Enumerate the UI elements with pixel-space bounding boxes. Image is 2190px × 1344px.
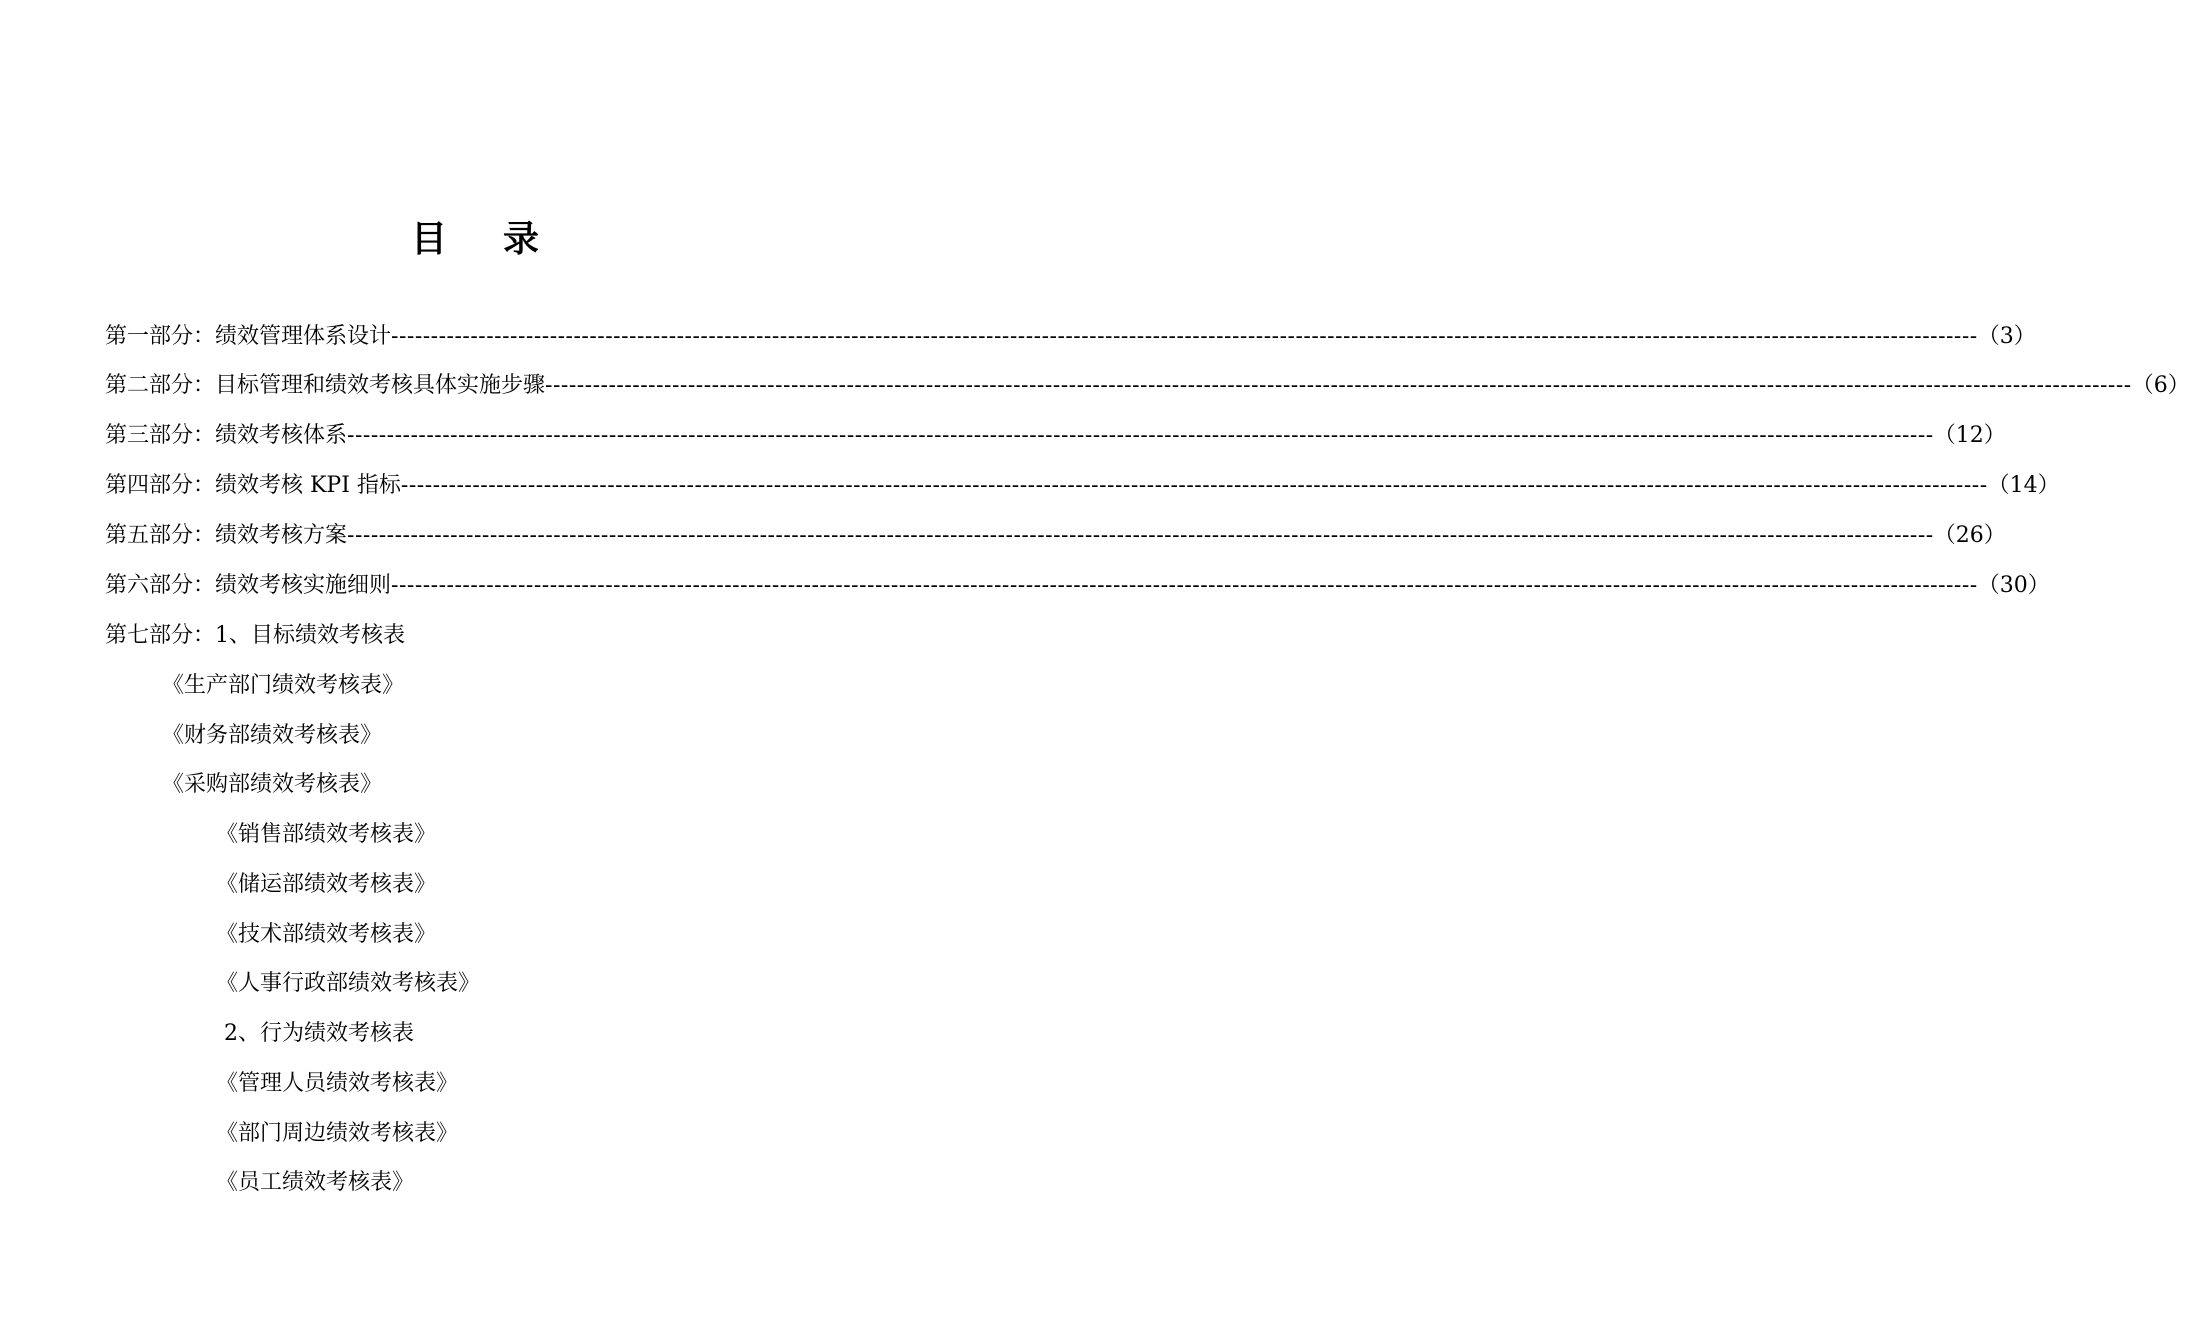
list-item: 《管理人员绩效考核表》: [216, 1071, 459, 1096]
toc-leader: --------------------------------------------------------------------------------------------------------------------------------------------------------------------------------------------------------: [391, 324, 1978, 349]
toc-leader: --------------------------------------------------------------------------------------------------------------------------------------------------------------------------------------------------------: [347, 423, 1934, 448]
list-item: 《技术部绩效考核表》: [216, 922, 437, 947]
list-item: 《销售部绩效考核表》: [216, 822, 437, 847]
list-item: 《储运部绩效考核表》: [216, 872, 437, 897]
toc-page-number: （14）: [1987, 473, 2060, 498]
toc-entry[interactable]: [105, 419, 2006, 453]
toc-leader: --------------------------------------------------------------------------------------------------------------------------------------------------------------------------------------------------------: [400, 473, 1988, 498]
list-item: 《采购部绩效考核表》: [162, 772, 383, 797]
toc-entry[interactable]: [105, 320, 2036, 354]
toc-leader: --------------------------------------------------------------------------------------------------------------------------------------------------------------------------------------------------------: [347, 523, 1934, 548]
list-item: 《财务部绩效考核表》: [162, 723, 383, 748]
toc-entry[interactable]: [105, 369, 2190, 403]
toc-entry[interactable]: [105, 569, 2050, 603]
toc-entry-label: 第五部分：绩效考核方案: [105, 523, 348, 548]
list-item: 《人事行政部绩效考核表》: [216, 971, 481, 996]
toc-page-number: （26）: [1933, 523, 2006, 548]
toc-entry-label: 第六部分：绩效考核实施细则: [105, 573, 392, 598]
toc-entry-label: 第三部分：绩效考核体系: [105, 423, 348, 448]
title-char-left: 目: [410, 218, 447, 260]
title-char-right: 录: [503, 218, 540, 260]
page-title: [0, 214, 950, 264]
toc-entry[interactable]: [105, 519, 2006, 553]
toc-page-number: （30）: [1977, 573, 2050, 598]
list-item: 《生产部门绩效考核表》: [162, 673, 405, 698]
toc-leader: --------------------------------------------------------------------------------------------------------------------------------------------------------------------------------------------------------: [545, 373, 2132, 398]
toc-entry-label: 第二部分：目标管理和绩效考核具体实施步骤: [105, 373, 546, 398]
toc-leader: --------------------------------------------------------------------------------------------------------------------------------------------------------------------------------------------------------: [391, 573, 1978, 598]
list-item: 《部门周边绩效考核表》: [216, 1121, 459, 1146]
toc-page-number: （6）: [2131, 373, 2190, 398]
part7-heading: 第七部分：1、目标绩效考核表: [105, 623, 405, 648]
toc-page-number: （12）: [1933, 423, 2006, 448]
toc-entry[interactable]: [105, 469, 2060, 503]
toc-page-number: （3）: [1977, 324, 2036, 349]
toc-entry-label: 第一部分：绩效管理体系设计: [105, 324, 392, 349]
list-item: 《员工绩效考核表》: [216, 1170, 415, 1195]
toc-entry-label: 第四部分：绩效考核 KPI 指标: [105, 473, 401, 498]
part7-subheading: 2、行为绩效考核表: [224, 1021, 414, 1046]
